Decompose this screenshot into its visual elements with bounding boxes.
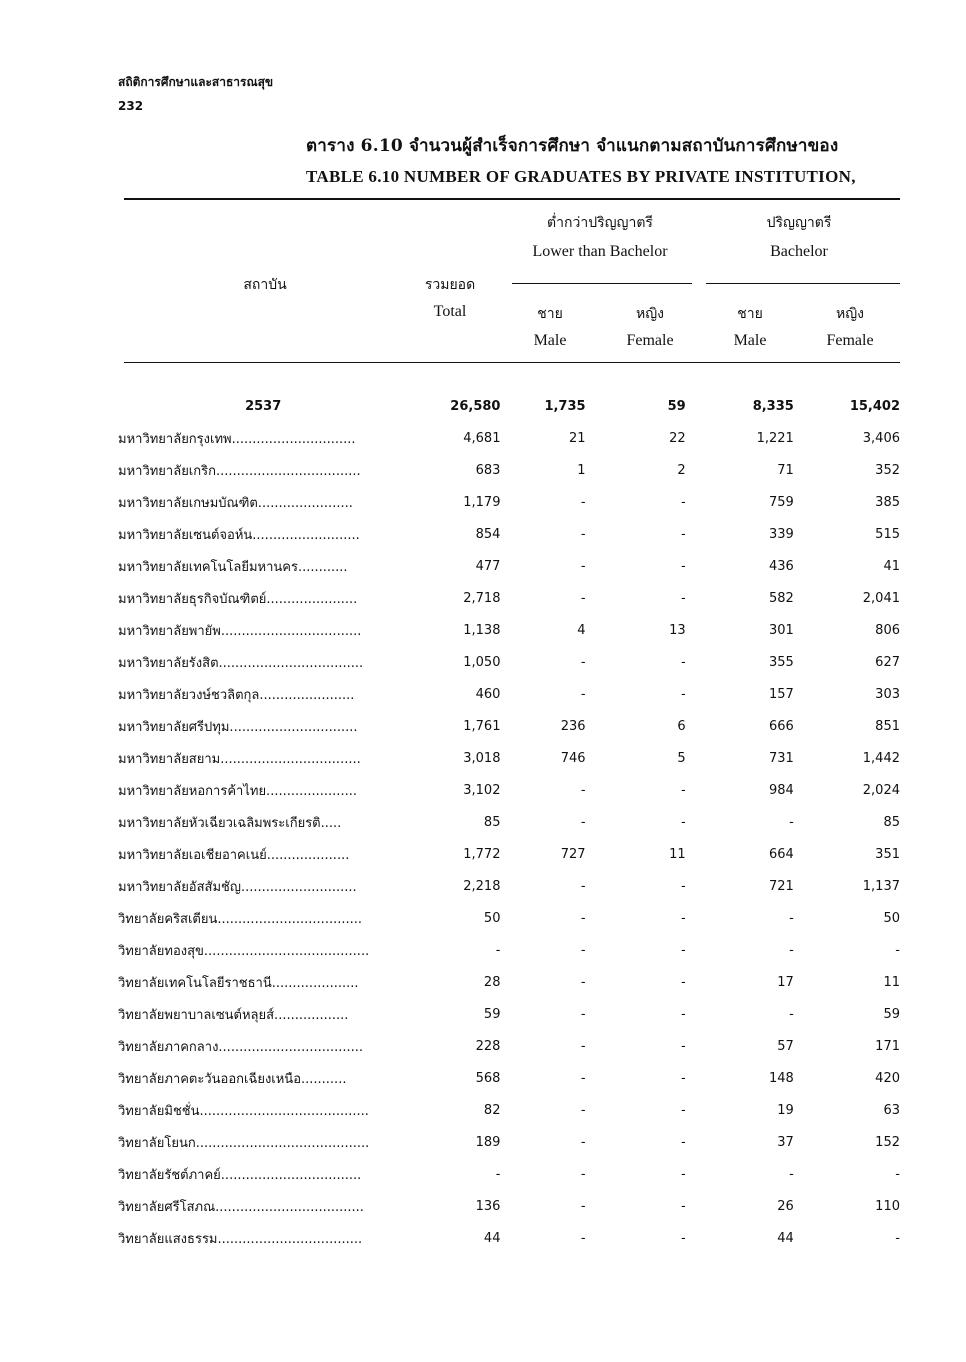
bachelor-female-cell: 85: [883, 814, 900, 830]
bachelor-female-cell: 2,024: [862, 782, 900, 798]
bachelor-female-cell: 2,041: [862, 590, 900, 606]
lower-female-cell: -: [680, 1230, 686, 1246]
table-row: [118, 550, 900, 582]
header-bachelor-female-th: หญิง: [836, 306, 864, 322]
lower-male-cell: 746: [560, 750, 586, 766]
total-cell: 189: [475, 1134, 501, 1150]
lower-male-cell: 236: [560, 718, 586, 734]
table-row: [118, 806, 900, 838]
bachelor-female-cell: 15,402: [849, 398, 900, 414]
lower-female-cell: 6: [677, 718, 686, 734]
lower-male-cell: 4: [577, 622, 586, 638]
institution-name: มหาวิทยาลัยกรุงเทพ..............................: [118, 431, 356, 447]
table-row: [118, 582, 900, 614]
header-total-th: รวมยอด: [424, 277, 476, 293]
bachelor-male-cell: 157: [768, 686, 794, 702]
institution-name: มหาวิทยาลัยรังสิต...................................: [118, 655, 364, 671]
lower-female-cell: 2: [677, 462, 686, 478]
lower-female-cell: -: [680, 878, 686, 894]
total-cell: 460: [475, 686, 501, 702]
lower-male-cell: -: [580, 1166, 586, 1182]
bachelor-female-cell: 1,137: [862, 878, 900, 894]
table-title-thai: ตาราง 6.10 จำนวนผู้สำเร็จการศึกษา จำแนกตามสถาบันการศึกษาของ: [306, 136, 839, 156]
lower-female-cell: 11: [669, 846, 686, 862]
total-cell: -: [495, 1166, 501, 1182]
bachelor-female-cell: 351: [875, 846, 900, 862]
table-row: [118, 1190, 900, 1222]
bachelor-female-cell: 515: [875, 526, 900, 542]
total-cell: 683: [475, 462, 501, 478]
lower-female-cell: -: [680, 1166, 686, 1182]
bachelor-female-cell: -: [895, 1230, 900, 1246]
lower-female-cell: -: [680, 782, 686, 798]
bachelor-male-cell: -: [789, 910, 794, 926]
institution-name: มหาวิทยาลัยเกษมบัณฑิต.......................: [118, 495, 353, 511]
header-lower-female-th: หญิง: [636, 306, 664, 322]
institution-name: มหาวิทยาลัยศรีปทุม...............................: [118, 719, 358, 735]
total-cell: 2,718: [463, 590, 501, 606]
institution-name: มหาวิทยาลัยหอการค้าไทย......................: [118, 783, 357, 799]
table-row: [118, 742, 900, 774]
total-cell: 854: [475, 526, 501, 542]
total-cell: 82: [483, 1102, 501, 1118]
lower-male-cell: -: [580, 910, 586, 926]
lower-male-cell: -: [580, 654, 586, 670]
lower-male-cell: -: [580, 494, 586, 510]
lower-male-cell: 21: [569, 430, 586, 446]
bachelor-male-cell: -: [789, 1006, 794, 1022]
header-lower-th: ต่ำกว่าปริญญาตรี: [547, 215, 653, 231]
institution-name: มหาวิทยาลัยหัวเฉียวเฉลิมพระเกียรติ.....: [118, 815, 342, 831]
lower-male-cell: -: [580, 1230, 586, 1246]
institution-name: วิทยาลัยรัชต์ภาคย์..................................: [118, 1167, 362, 1183]
lower-female-cell: -: [680, 942, 686, 958]
bachelor-female-cell: 3,406: [862, 430, 900, 446]
lower-male-cell: -: [580, 1070, 586, 1086]
institution-name: มหาวิทยาลัยพายัพ..................................: [118, 623, 362, 639]
bachelor-male-cell: 148: [768, 1070, 794, 1086]
table-row: [118, 902, 900, 934]
header-section-title: สถิติการศึกษาและสาธารณสุข: [118, 75, 274, 89]
bachelor-male-cell: 666: [768, 718, 794, 734]
table-row: [118, 454, 900, 486]
bachelor-female-cell: 385: [875, 494, 900, 510]
year-total-row: [118, 390, 900, 422]
bachelor-male-cell: 44: [777, 1230, 794, 1246]
bachelor-female-cell: 11: [883, 974, 900, 990]
table-row: [118, 710, 900, 742]
lower-male-cell: -: [580, 782, 586, 798]
lower-female-cell: -: [680, 1102, 686, 1118]
bachelor-male-cell: 26: [777, 1198, 794, 1214]
lower-female-cell: -: [680, 1198, 686, 1214]
table-row: [118, 1222, 900, 1254]
table-row: [118, 1062, 900, 1094]
table-row: [118, 1094, 900, 1126]
bachelor-female-cell: 50: [883, 910, 900, 926]
institution-name: วิทยาลัยพยาบาลเซนต์หลุยส์..................: [118, 1007, 349, 1023]
lower-male-cell: 1: [577, 462, 586, 478]
institution-name: วิทยาลัยทองสุข........................................: [118, 943, 370, 959]
header-bachelor-female-en: Female: [826, 332, 874, 349]
institution-name: มหาวิทยาลัยเกริก...................................: [118, 463, 361, 479]
bachelor-male-cell: -: [789, 942, 794, 958]
lower-male-cell: -: [580, 1198, 586, 1214]
lower-female-cell: -: [680, 910, 686, 926]
bachelor-male-cell: -: [789, 814, 794, 830]
institution-name: มหาวิทยาลัยอัสสัมชัญ............................: [118, 879, 357, 895]
total-cell: 3,102: [463, 782, 501, 798]
total-cell: -: [495, 942, 501, 958]
total-cell: 50: [483, 910, 501, 926]
bachelor-female-cell: 41: [883, 558, 900, 574]
bachelor-female-cell: 63: [883, 1102, 900, 1118]
lower-male-cell: -: [580, 1006, 586, 1022]
institution-name: วิทยาลัยภาคตะวันออกเฉียงเหนือ...........: [118, 1071, 347, 1087]
table-row: [118, 614, 900, 646]
institution-name: วิทยาลัยภาคกลาง...................................: [118, 1039, 364, 1055]
header-total-en: Total: [433, 303, 467, 320]
page-number: 232: [118, 99, 144, 113]
lower-male-cell: 727: [560, 846, 586, 862]
table-row: [118, 1030, 900, 1062]
lower-female-cell: -: [680, 1134, 686, 1150]
lower-female-cell: -: [680, 814, 686, 830]
total-cell: 1,179: [463, 494, 501, 510]
bachelor-male-cell: 355: [768, 654, 794, 670]
header-bachelor-en: Bachelor: [770, 243, 828, 260]
institution-name: มหาวิทยาลัยเซนต์จอห์น..........................: [118, 527, 360, 543]
table-row: [118, 934, 900, 966]
bachelor-male-cell: 721: [768, 878, 794, 894]
bachelor-male-cell: 984: [768, 782, 794, 798]
bachelor-female-cell: 420: [875, 1070, 900, 1086]
table-row: [118, 486, 900, 518]
top-rule: [124, 198, 900, 200]
lower-female-cell: -: [680, 1006, 686, 1022]
lower-male-cell: -: [580, 558, 586, 574]
lower-female-cell: -: [680, 686, 686, 702]
institution-name: มหาวิทยาลัยเอเชียอาคเนย์....................: [118, 847, 350, 863]
lower-female-cell: -: [680, 494, 686, 510]
bachelor-female-cell: 1,442: [862, 750, 900, 766]
total-cell: 228: [475, 1038, 501, 1054]
lower-female-cell: -: [680, 558, 686, 574]
bachelor-male-cell: 436: [768, 558, 794, 574]
lower-male-cell: -: [580, 974, 586, 990]
header-institution: สถาบัน: [243, 277, 287, 293]
table-row: [118, 998, 900, 1030]
bachelor-female-cell: 110: [875, 1198, 900, 1214]
bachelor-male-cell: -: [789, 1166, 794, 1182]
lower-female-cell: 13: [669, 622, 686, 638]
table-row: [118, 1158, 900, 1190]
lower-male-cell: -: [580, 1102, 586, 1118]
total-cell: 3,018: [463, 750, 501, 766]
lower-female-cell: 59: [667, 398, 686, 414]
table-row: [118, 966, 900, 998]
lower-female-cell: -: [680, 526, 686, 542]
header-bachelor-th: ปริญญาตรี: [766, 215, 832, 231]
lower-male-cell: -: [580, 526, 586, 542]
bachelor-female-cell: 171: [875, 1038, 900, 1054]
bachelor-female-cell: -: [895, 1166, 900, 1182]
table-row: [118, 518, 900, 550]
header-lower-en: Lower than Bachelor: [532, 243, 668, 260]
institution-name: มหาวิทยาลัยเทคโนโลยีมหานคร............: [118, 559, 348, 575]
lower-male-cell: -: [580, 878, 586, 894]
total-cell: 85: [483, 814, 501, 830]
bachelor-female-cell: 152: [875, 1134, 900, 1150]
institution-name: วิทยาลัยแสงธรรม...................................: [118, 1231, 363, 1247]
lower-male-cell: -: [580, 590, 586, 606]
bachelor-male-cell: 17: [777, 974, 794, 990]
header-lower-male-th: ชาย: [537, 306, 563, 322]
lower-female-cell: -: [680, 654, 686, 670]
bachelor-female-cell: 352: [875, 462, 900, 478]
header-lower-female-en: Female: [626, 332, 674, 349]
table-row: [118, 838, 900, 870]
lower-group-rule: [512, 283, 692, 284]
institution-name: มหาวิทยาลัยธุรกิจบัณฑิตย์......................: [118, 591, 358, 607]
total-cell: 1,761: [463, 718, 501, 734]
lower-female-cell: -: [680, 590, 686, 606]
total-cell: 1,138: [463, 622, 501, 638]
bachelor-male-cell: 8,335: [752, 398, 794, 414]
bachelor-male-cell: 37: [777, 1134, 794, 1150]
total-cell: 477: [475, 558, 501, 574]
total-cell: 59: [483, 1006, 501, 1022]
running-header: [118, 70, 273, 118]
graduates-table: [118, 390, 900, 1254]
total-cell: 568: [475, 1070, 501, 1086]
lower-male-cell: 1,735: [544, 398, 586, 414]
table-row: [118, 870, 900, 902]
bachelor-male-cell: 57: [777, 1038, 794, 1054]
lower-male-cell: -: [580, 814, 586, 830]
table-title: [306, 132, 906, 187]
header-bachelor-male-en: Male: [733, 332, 767, 349]
total-cell: 44: [483, 1230, 501, 1246]
bachelor-female-cell: 851: [875, 718, 900, 734]
lower-female-cell: -: [680, 974, 686, 990]
bachelor-group-rule: [706, 283, 900, 284]
institution-name: วิทยาลัยคริสเตียน...................................: [118, 911, 363, 927]
table-row: [118, 1126, 900, 1158]
header-bachelor-male-th: ชาย: [737, 306, 763, 322]
bachelor-female-cell: 59: [883, 1006, 900, 1022]
lower-female-cell: -: [680, 1070, 686, 1086]
bachelor-male-cell: 19: [777, 1102, 794, 1118]
bachelor-male-cell: 664: [768, 846, 794, 862]
institution-name: วิทยาลัยมิชชั่น.........................................: [118, 1103, 369, 1119]
lower-female-cell: 5: [677, 750, 686, 766]
table-title-english: TABLE 6.10 NUMBER OF GRADUATES BY PRIVATE INSTITUTION,: [306, 167, 856, 186]
bachelor-male-cell: 301: [768, 622, 794, 638]
lower-male-cell: -: [580, 1134, 586, 1150]
bachelor-male-cell: 582: [768, 590, 794, 606]
bachelor-female-cell: 303: [875, 686, 900, 702]
bachelor-female-cell: 806: [875, 622, 900, 638]
institution-name: มหาวิทยาลัยสยาม..................................: [118, 751, 361, 767]
bachelor-male-cell: 1,221: [756, 430, 794, 446]
total-cell: 1,772: [463, 846, 501, 862]
total-cell: 4,681: [463, 430, 501, 446]
lower-female-cell: -: [680, 1038, 686, 1054]
bachelor-male-cell: 339: [768, 526, 794, 542]
institution-name: มหาวิทยาลัยวงษ์ชวลิตกุล.......................: [118, 687, 355, 703]
institution-name: วิทยาลัยเทคโนโลยีราชธานี.....................: [118, 975, 359, 991]
total-cell: 2,218: [463, 878, 501, 894]
table-row: [118, 678, 900, 710]
header-bottom-rule: [124, 362, 900, 363]
bachelor-female-cell: -: [895, 942, 900, 958]
bachelor-male-cell: 759: [768, 494, 794, 510]
total-cell: 26,580: [450, 398, 501, 414]
institution-name: 2537: [245, 398, 282, 414]
total-cell: 1,050: [463, 654, 501, 670]
total-cell: 28: [483, 974, 501, 990]
table-row: [118, 774, 900, 806]
lower-female-cell: 22: [669, 430, 686, 446]
institution-name: วิทยาลัยโยนก..........................................: [118, 1135, 370, 1151]
bachelor-female-cell: 627: [875, 654, 900, 670]
lower-male-cell: -: [580, 942, 586, 958]
lower-male-cell: -: [580, 686, 586, 702]
header-lower-male-en: Male: [533, 332, 567, 349]
institution-name: วิทยาลัยศรีโสภณ....................................: [118, 1199, 364, 1215]
table-row: [118, 422, 900, 454]
lower-male-cell: -: [580, 1038, 586, 1054]
bachelor-male-cell: 71: [777, 462, 794, 478]
bachelor-male-cell: 731: [768, 750, 794, 766]
table-row: [118, 646, 900, 678]
total-cell: 136: [475, 1198, 501, 1214]
